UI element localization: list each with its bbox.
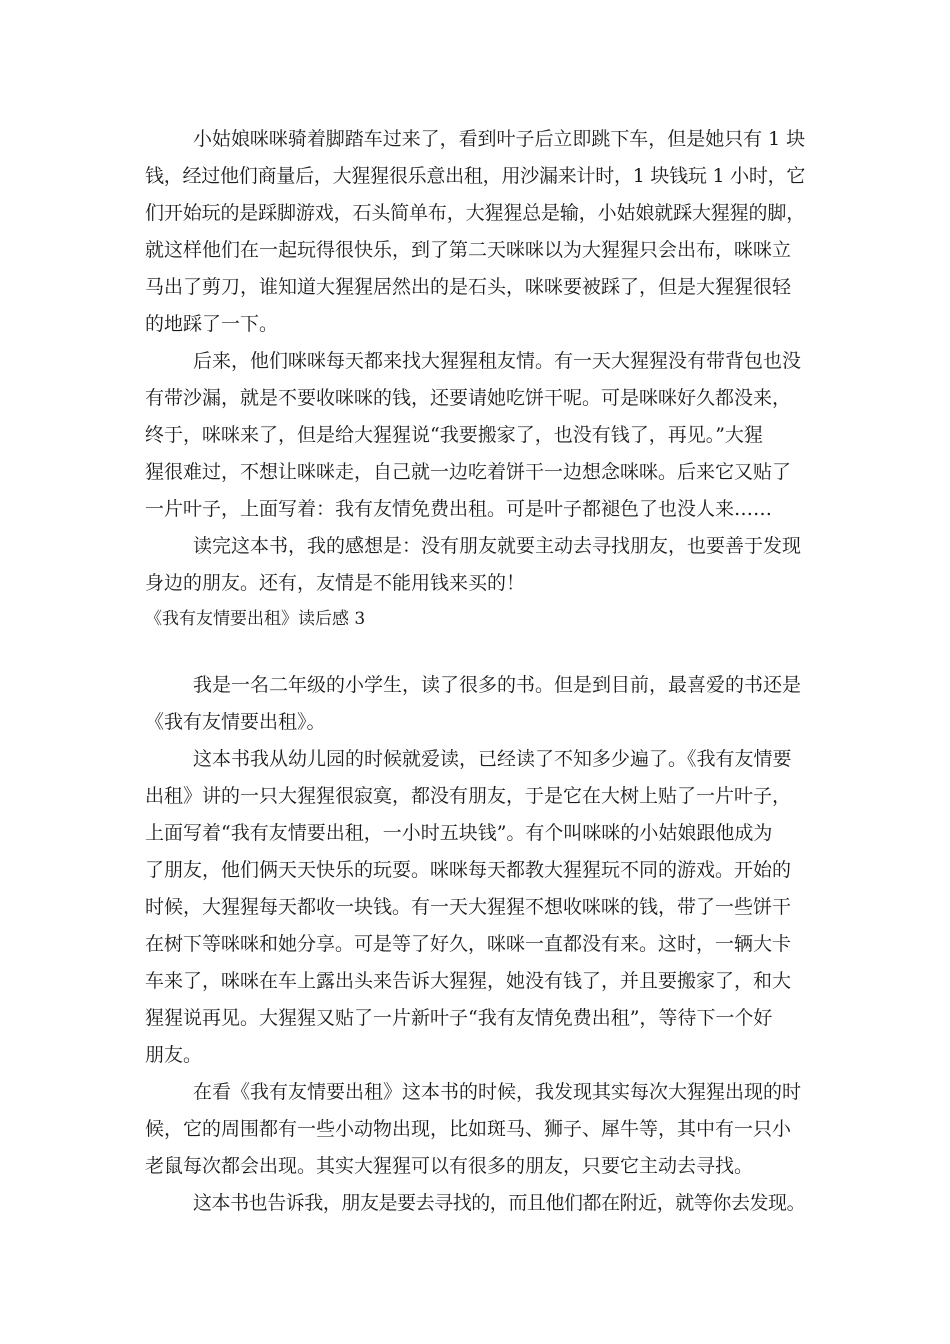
paragraph-line: 这本书也告诉我，朋友是要去寻找的，而且他们都在附近，就等你去发现。	[193, 1192, 806, 1214]
paragraph-line: 朋友。	[145, 1044, 203, 1066]
paragraph-line: 有带沙漏，就是不要收咪咪的钱，还要请她吃饼干呢。可是咪咪好久都没来，	[145, 387, 792, 409]
paragraph-line: 这本书我从幼儿园的时候就爱读，已经读了不知多少遍了。《我有友情要	[193, 748, 792, 770]
paragraph-line: 上面写着“我有友情要出租，一小时五块钱”。有个叫咪咪的小姑娘跟他成为	[145, 822, 773, 844]
paragraph-line: 《我有友情要出租》。	[145, 711, 326, 733]
paragraph-line: 后来，他们咪咪每天都来找大猩猩租友情。有一天大猩猩没有带背包也没	[193, 350, 802, 372]
paragraph-line: 钱，经过他们商量后，大猩猩很乐意出租，用沙漏来计时，1 块钱玩 1 小时，它	[145, 165, 806, 187]
paragraph-line: 在看《我有友情要出租》这本书的时候，我发现其实每次大猩猩出现的时	[193, 1081, 802, 1103]
section-heading: 《我有友情要出租》读后感 3	[145, 609, 366, 629]
paragraph-line: 终于，咪咪来了，但是给大猩猩说“我要搬家了，也没有钱了，再见。”大猩	[145, 424, 763, 446]
paragraph-line: 一片叶子，上面写着：我有友情免费出租。可是叶子都褪色了也没人来……	[145, 498, 773, 520]
paragraph-line: 就这样他们在一起玩得很快乐，到了第二天咪咪以为大猩猩只会出布，咪咪立	[145, 239, 792, 261]
paragraph-line: 老鼠每次都会出现。其实大猩猩可以有很多的朋友，只要它主动去寻找。	[145, 1155, 754, 1177]
paragraph-line: 小姑娘咪咪骑着脚踏车过来了，看到叶子后立即跳下车，但是她只有 1 块	[193, 128, 806, 150]
paragraph-line: 的地踩了一下。	[145, 313, 279, 335]
paragraph-line: 马出了剪刀，谁知道大猩猩居然出的是石头，咪咪要被踩了，但是大猩猩很轻	[145, 276, 792, 298]
paragraph-line: 猩猩说再见。大猩猩又贴了一片新叶子“我有友情免费出租”，等待下一个好	[145, 1007, 773, 1029]
paragraph-line: 我是一名二年级的小学生，读了很多的书。但是到目前，最喜爱的书还是	[193, 674, 802, 696]
paragraph-line: 们开始玩的是踩脚游戏，石头简单布，大猩猩总是输，小姑娘就踩大猩猩的脚，	[145, 202, 806, 224]
paragraph-line: 时候，大猩猩每天都收一块钱。有一天大猩猩不想收咪咪的钱，带了一些饼干	[145, 896, 792, 918]
paragraph-line: 在树下等咪咪和她分享。可是等了好久，咪咪一直都没有来。这时，一辆大卡	[145, 933, 792, 955]
paragraph-line: 车来了，咪咪在车上露出头来告诉大猩猩，她没有钱了，并且要搬家了，和大	[145, 970, 792, 992]
paragraph-line: 候，它的周围都有一些小动物出现，比如斑马、狮子、犀牛等，其中有一只小	[145, 1118, 792, 1140]
paragraph-line: 猩很难过，不想让咪咪走，自己就一边吃着饼干一边想念咪咪。后来它又贴了	[145, 461, 792, 483]
paragraph-line: 读完这本书，我的感想是：没有朋友就要主动去寻找朋友，也要善于发现	[193, 535, 802, 557]
paragraph-line: 了朋友，他们俩天天快乐的玩耍。咪咪每天都教大猩猩玩不同的游戏。开始的	[145, 859, 792, 881]
paragraph-line: 出租》讲的一只大猩猩很寂寞，都没有朋友，于是它在大树上贴了一片叶子，	[145, 785, 792, 807]
paragraph-line: 身边的朋友。还有，友情是不能用钱来买的！	[145, 572, 526, 594]
